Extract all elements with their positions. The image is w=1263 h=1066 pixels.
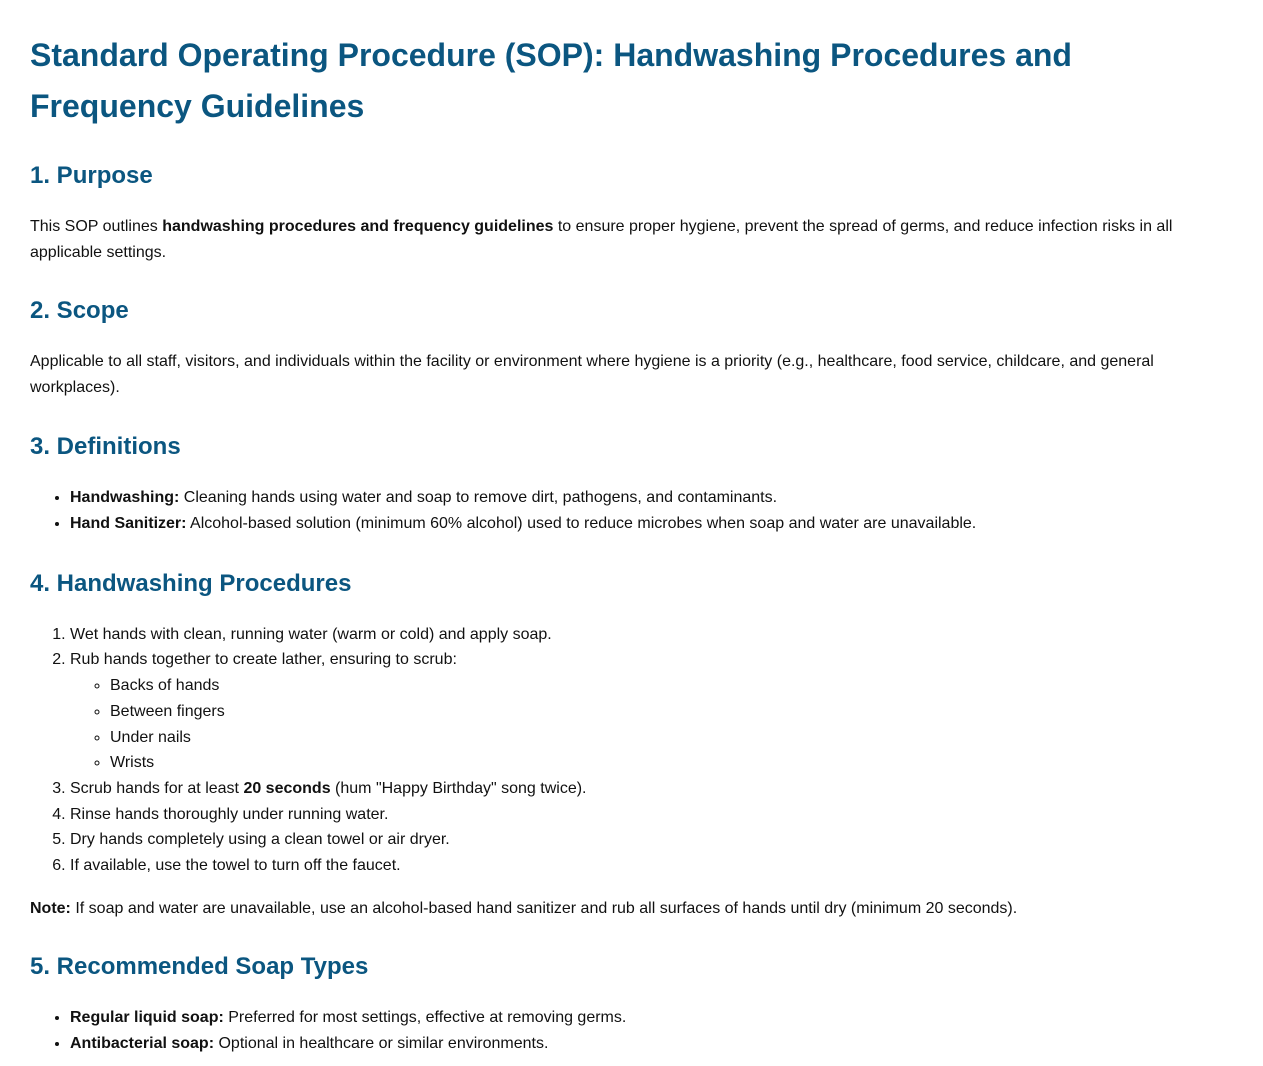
- definition-item: [70, 485, 1233, 511]
- purpose-paragraph: [30, 214, 1233, 265]
- scrub-area-item: ◦ Backs of hands: [110, 673, 1233, 699]
- section-heading-procedures: 4. Handwashing Procedures: [30, 569, 352, 597]
- procedure-step: 1. Wet hands with clean, running water (warm or cold) and apply soap.: [70, 622, 1233, 648]
- section-heading-definitions: 3. Definitions: [30, 433, 181, 461]
- scrub-area-item: ◦ Under nails: [110, 725, 1233, 751]
- definition-desc: Alcohol-based solution (minimum 60% alcohol) used to reduce microbes when soap and water are unavailable.: [186, 515, 977, 533]
- procedure-step-text-start: Scrub hands for at least: [70, 780, 244, 797]
- definition-term: Hand Sanitizer:: [70, 515, 187, 533]
- soap-type-desc: Preferred for most settings, effective at removing germs.: [223, 1009, 627, 1027]
- scrub-area-item: ◦ Between fingers: [110, 699, 1233, 725]
- soap-types-list: [30, 1005, 1233, 1056]
- definitions-list: [30, 485, 1233, 536]
- procedure-step-text: Rub hands together to create lather, ensuring to scrub:: [70, 651, 457, 669]
- soap-type-desc: Optional in healthcare or similar environments.: [214, 1035, 549, 1053]
- procedure-step: [70, 647, 1233, 776]
- note-label: Note:: [30, 899, 71, 917]
- procedure-step: 5. Dry hands completely using a clean towel or air dryer.: [70, 827, 1233, 853]
- procedure-steps-list: [30, 622, 1233, 879]
- page-title: Standard Operating Procedure (SOP): Handwashing Procedures and Frequency Guidelines: [30, 37, 1072, 124]
- section-heading-soap-types: 5. Recommended Soap Types: [30, 953, 369, 981]
- procedure-step-text-end: (hum "Happy Birthday" song twice).: [330, 780, 587, 797]
- soap-type-item: [70, 1005, 1233, 1031]
- definition-desc: Cleaning hands using water and soap to remove dirt, pathogens, and contaminants.: [179, 489, 778, 507]
- note-paragraph: [30, 896, 1233, 922]
- definition-item: [70, 511, 1233, 537]
- section-heading-scope: 2. Scope: [30, 297, 129, 325]
- note-text: If soap and water are unavailable, use an alcohol-based hand sanitizer and rub all surfaces of hands until dry (minimum 20 seconds).: [70, 899, 1018, 917]
- soap-type-item: [70, 1031, 1233, 1057]
- purpose-text-end: to ensure proper hygiene, prevent the spread of germs, and reduce infection risks in all applicable settings.: [30, 218, 1173, 261]
- purpose-text-start: This SOP outlines: [30, 218, 163, 235]
- soap-type-term: Antibacterial soap:: [70, 1035, 215, 1053]
- definition-term: Handwashing:: [70, 489, 180, 507]
- scrub-areas-list: [70, 673, 1233, 776]
- purpose-text-bold: handwashing procedures and frequency guidelines: [162, 218, 554, 235]
- procedure-step-bold: 20 seconds: [243, 780, 331, 797]
- procedure-step: 4. Rinse hands thoroughly under running water.: [70, 802, 1233, 828]
- scope-paragraph: Applicable to all staff, visitors, and individuals within the facility or environment where hygiene is a priority (e.g., healthcare, food service, childcare, and general workplaces).: [30, 353, 1154, 396]
- procedure-step: [70, 776, 1233, 802]
- section-heading-purpose: 1. Purpose: [30, 162, 153, 189]
- procedure-step: 6. If available, use the towel to turn off the faucet.: [70, 853, 1233, 879]
- scrub-area-item: ◦ Wrists: [110, 750, 1233, 776]
- soap-type-term: Regular liquid soap:: [70, 1009, 224, 1027]
